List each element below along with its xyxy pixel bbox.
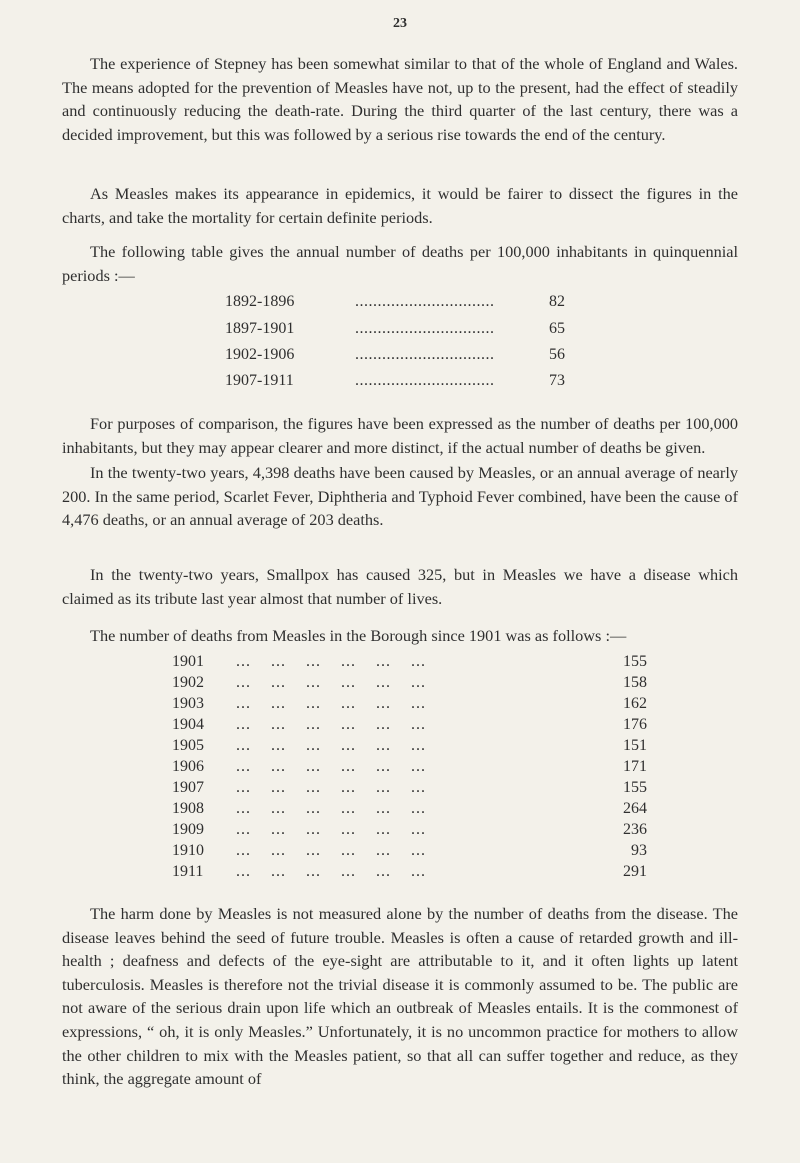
leader-dots: ... ... ... ... ... ... [236,674,426,691]
paragraph-epidemics: As Measles makes its appearance in epidemics, it would be fairer to dissect the figures in the charts, and take the mortality for certain definite periods. [62,184,738,227]
paragraph-harm-done: The harm done by Measles is not measured alone by the number of deaths from the disease. The disease leaves behind the seed of future trouble. Measles is often a cause of retarded growth and ill-health ; deafness and defects of the eye-sight are attributable to it, and it often lights up latent tuberculosis. Measles is therefore not the trivial disease it is commonly assumed to be. The public are not aware of the serious drain upon life which an outbreak of Measles entails. It is the commonest of expressions, “ oh, it is only Measles.” Unfortunately, it is no uncommon practice for mothers to allow the other children to mix with the Measles patient, so that all can suffer together and reduce, as they think, the aggregate amount of [62,904,738,1089]
leader-dots: ... ... ... ... ... ... [236,821,426,838]
leader-dots: ............................... [355,346,495,363]
leader-dots: ... ... ... ... ... ... [236,842,426,859]
paragraph-smallpox: In the twenty-two years, Smallpox has caused 325, but in Measles we have a disease which claimed as its tribute last year almost that number of lives. [62,565,738,608]
paragraph-comparison: For purposes of comparison, the figures have been expressed as the number of deaths per 100,000 inhabitants, but they may appear clearer and more distinct, if the actual number of deaths be given. [62,414,738,457]
year-label: 1907 [172,779,204,796]
year-label: 1904 [172,716,204,733]
leader-dots: ... ... ... ... ... ... [236,653,426,670]
year-label: 1903 [172,695,204,712]
leader-dots: ............................... [355,320,495,337]
leader-dots: ... ... ... ... ... ... [236,695,426,712]
paragraph-yearly-intro: The number of deaths from Measles in the Borough since 1901 was as follows :— [90,626,627,645]
year-value: 291 [623,863,647,880]
leader-dots: ... ... ... ... ... ... [236,737,426,754]
year-label: 1902 [172,674,204,691]
paragraph-stepney-experience: The experience of Stepney has been somewhat similar to that of the whole of England and Wales. The means adopted for the prevention of Measles have not, up to the present, had the effect of steadily and continuously reducing the death-rate. During the third quarter of the last century, there was a decided improvement, but this was followed by a serious rise towards the end of the century. [62,54,738,144]
year-value: 236 [623,821,647,838]
period-label: 1907-1911 [225,372,294,389]
year-value: 158 [623,674,647,691]
leader-dots: ............................... [355,372,495,389]
year-value: 171 [623,758,647,775]
year-label: 1905 [172,737,204,754]
year-value: 155 [623,653,647,670]
leader-dots: ... ... ... ... ... ... [236,800,426,817]
year-label: 1910 [172,842,204,859]
leader-dots: ............................... [355,293,495,310]
year-label: 1909 [172,821,204,838]
year-label: 1901 [172,653,204,670]
year-value: 155 [623,779,647,796]
year-value: 176 [623,716,647,733]
year-label: 1911 [172,863,204,880]
leader-dots: ... ... ... ... ... ... [236,779,426,796]
year-value: 151 [623,737,647,754]
period-value: 73 [549,372,565,389]
period-label: 1902-1906 [225,346,295,363]
leader-dots: ... ... ... ... ... ... [236,716,426,733]
year-value: 162 [623,695,647,712]
period-value: 65 [549,320,565,337]
paragraph-table-intro: The following table gives the annual number of deaths per 100,000 inhabitants in quinquennial periods :— [62,242,738,285]
period-label: 1897-1901 [225,320,295,337]
year-label: 1908 [172,800,204,817]
page-number: 23 [393,16,407,31]
leader-dots: ... ... ... ... ... ... [236,863,426,880]
period-value: 56 [549,346,565,363]
period-value: 82 [549,293,565,310]
year-value: 93 [631,842,647,859]
period-label: 1892-1896 [225,293,295,310]
paragraph-deaths-total: In the twenty-two years, 4,398 deaths have been caused by Measles, or an annual average of nearly 200. In the same period, Scarlet Fever, Diphtheria and Typhoid Fever combined, have been the cause of 4,476 deaths, or an annual average of 203 deaths. [62,463,738,530]
leader-dots: ... ... ... ... ... ... [236,758,426,775]
year-label: 1906 [172,758,204,775]
year-value: 264 [623,800,647,817]
